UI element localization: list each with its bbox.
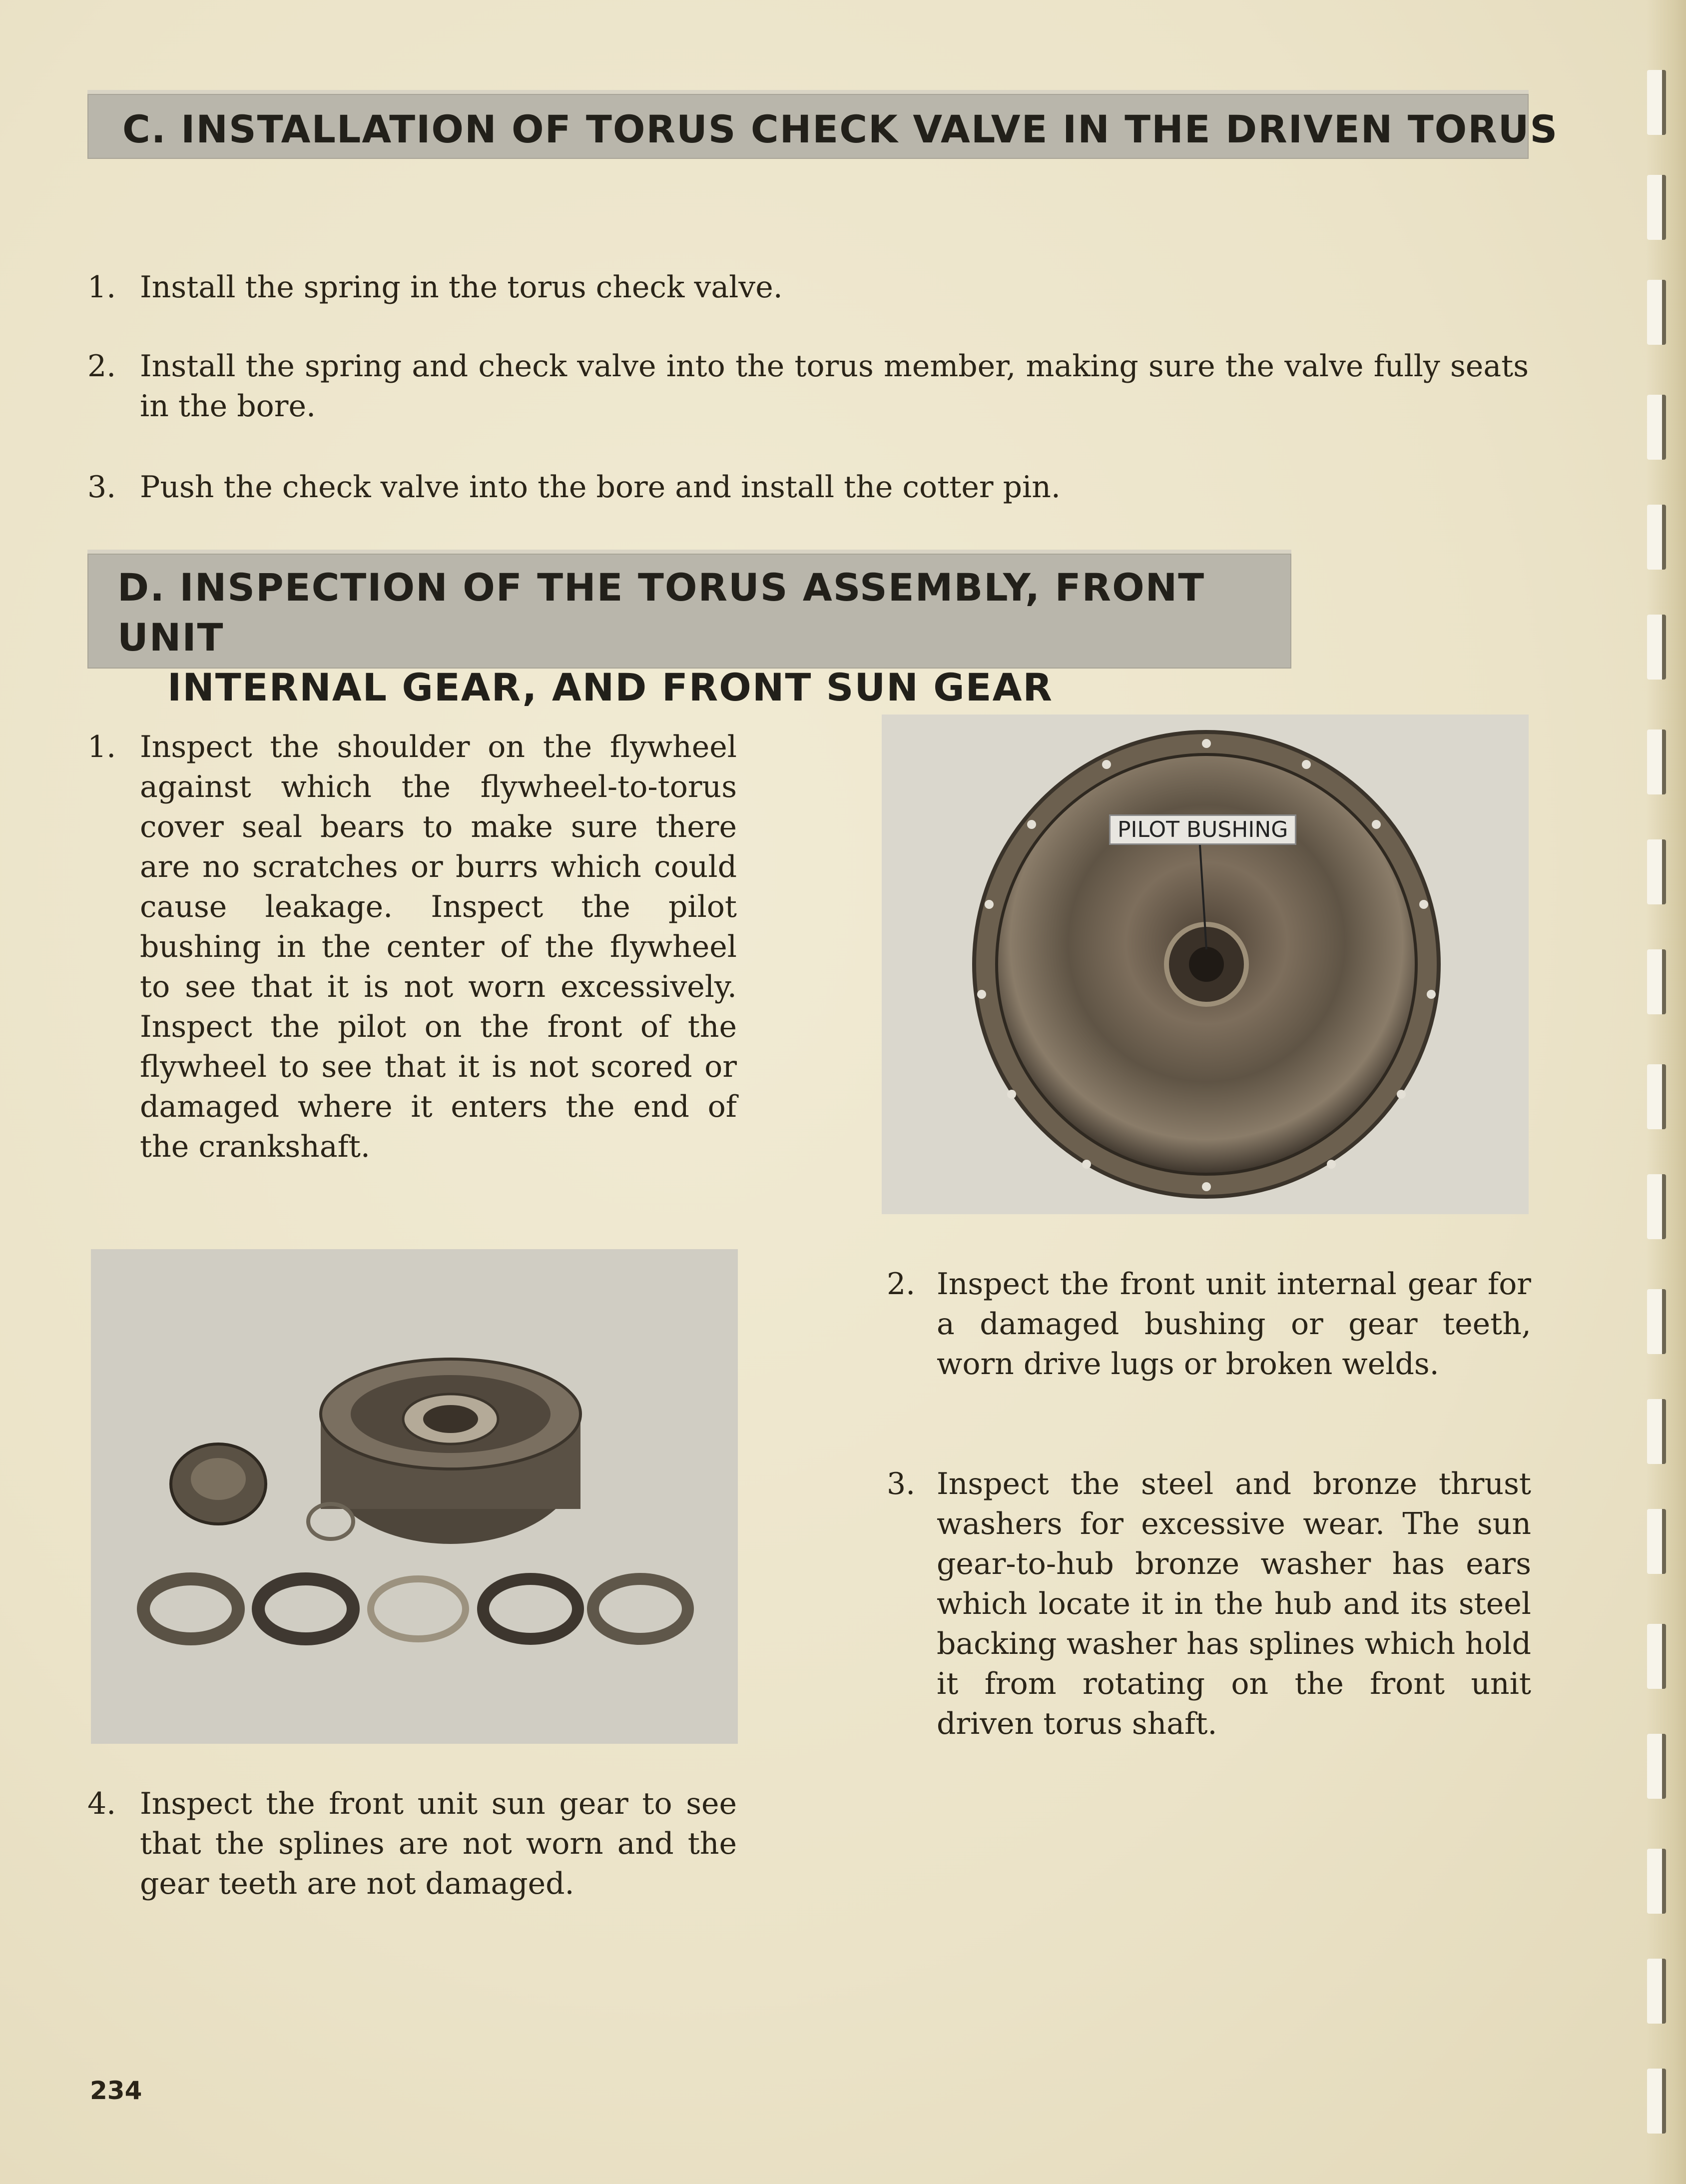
section-d-step-3: Inspect the steel and bronze thrust washers for excessive wear. The sun gear-to-hub bronze washer has ears which locate it in the hub and its steel backing washer has splines which hold it from rotating on the front unit driven torus shaft.	[937, 1466, 1531, 1741]
step-number: 4.	[87, 1786, 116, 1821]
step-number: 2.	[887, 1267, 916, 1302]
binder-hole	[1647, 1399, 1666, 1464]
section-d-heading-line1: D. INSPECTION OF THE TORUS ASSEMBLY, FRONT UNIT	[117, 565, 1205, 660]
step-number: 1.	[87, 270, 116, 305]
binder-hole	[1647, 1064, 1666, 1129]
section-c-step-3: Push the check valve into the bore and install the cotter pin.	[140, 470, 1061, 505]
binder-hole	[1647, 1174, 1666, 1239]
pilot-bushing-callout: PILOT BUSHING	[1109, 814, 1296, 845]
binder-hole	[1647, 1959, 1666, 2024]
section-d-step-2: Inspect the front unit internal gear for a damaged bushing or gear teeth, worn drive lugs or broken welds.	[937, 1267, 1531, 1382]
binder-hole	[1647, 70, 1666, 135]
gears-photo	[91, 1249, 738, 1744]
binder-hole	[1647, 1849, 1666, 1914]
section-c-step-1: Install the spring in the torus check valve.	[140, 270, 783, 305]
binder-hole	[1647, 1289, 1666, 1354]
section-d-step-4: Inspect the front unit sun gear to see that the splines are not worn and the gear teeth are not damaged.	[140, 1786, 737, 1901]
section-d-heading	[117, 563, 1291, 713]
step-number: 1.	[87, 729, 116, 764]
binder-hole	[1647, 1734, 1666, 1799]
binder-hole	[1647, 1509, 1666, 1574]
section-c-header	[87, 90, 1559, 159]
binder-hole	[1647, 729, 1666, 794]
binder-hole	[1647, 280, 1666, 345]
section-c-step-2: Install the spring and check valve into the torus member, making sure the valve fully seats in the bore.	[140, 349, 1529, 424]
torus-photo	[882, 715, 1529, 1214]
binder-hole	[1647, 1624, 1666, 1689]
binder-hole	[1647, 949, 1666, 1014]
step-number: 2.	[87, 349, 116, 384]
binder-hole	[1647, 615, 1666, 680]
torus-illustration	[882, 715, 1529, 1214]
binder-hole	[1647, 505, 1666, 570]
gears-illustration	[91, 1249, 738, 1744]
section-d-step-1: Inspect the shoulder on the flywheel against which the flywheel-to-torus cover seal bears to make sure there are no scratches or burrs which could cause leakage. Inspect the pilot bushing in the center of the flywheel to see that it is not worn excessively. Inspect the pilot on the front of the flywheel to see that it is not scored or damaged where it enters the end of the crankshaft.	[140, 729, 737, 1164]
page-number: 234	[90, 2076, 142, 2105]
section-d-heading-line2: INTERNAL GEAR, AND FRONT SUN GEAR	[167, 665, 1053, 710]
section-d-header	[87, 550, 1291, 710]
binder-hole	[1647, 175, 1666, 240]
binder-hole	[1647, 395, 1666, 460]
step-number: 3.	[87, 470, 116, 505]
binder-hole	[1647, 839, 1666, 904]
binder-hole	[1647, 2069, 1666, 2134]
section-c-heading: C. INSTALLATION OF TORUS CHECK VALVE IN THE DRIVEN TORUS	[122, 107, 1559, 151]
step-number: 3.	[887, 1466, 916, 1501]
